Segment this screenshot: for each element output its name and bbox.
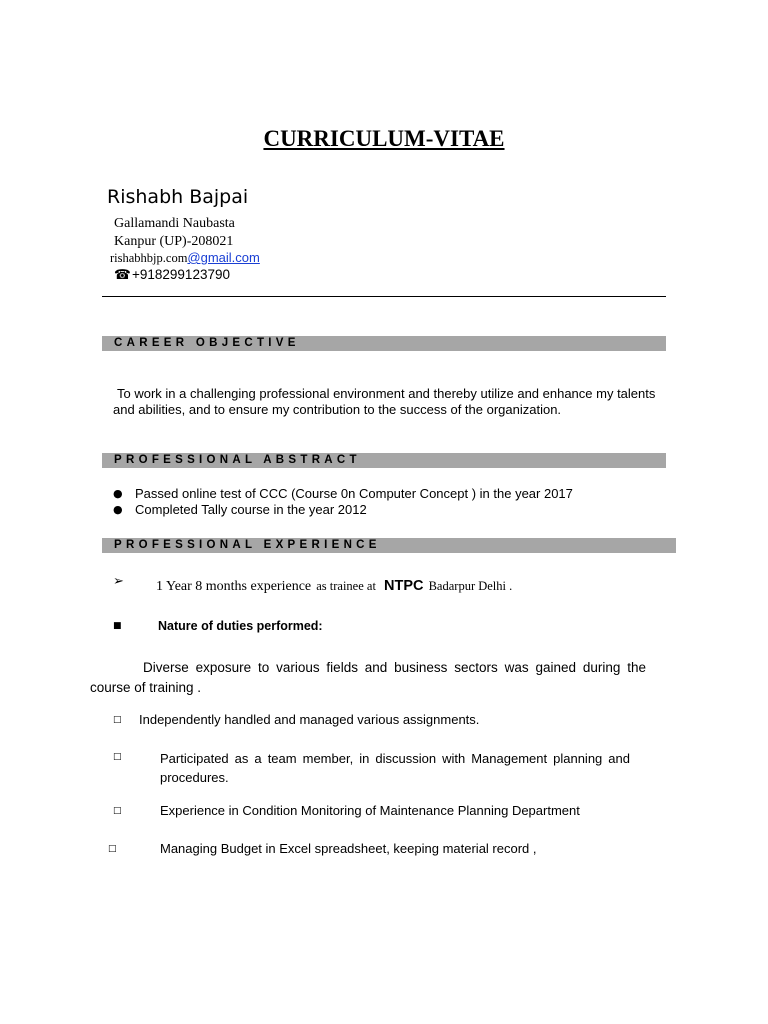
bullet-icon: ● <box>113 487 123 500</box>
duties-heading: Nature of duties performed: <box>158 619 323 633</box>
abstract-item-text: Completed Tally course in the year 2012 <box>135 502 367 517</box>
list-item <box>0 748 768 786</box>
experience-location: Badarpur Delhi . <box>428 579 513 593</box>
list-item <box>0 502 768 518</box>
arrow-bullet-icon: ➢ <box>113 574 124 589</box>
career-objective-heading: CAREER OBJECTIVE <box>102 336 666 351</box>
hollow-square-bullet-icon: □ <box>113 752 122 762</box>
phone-number: +918299123790 <box>132 267 230 282</box>
email <box>110 250 260 266</box>
duties-intro: Diverse exposure to various fields and business sectors was gained during the course of training . <box>90 660 646 695</box>
telephone-icon: ☎ <box>114 267 131 282</box>
list-item <box>0 802 768 820</box>
header-divider <box>102 296 666 297</box>
duty-text: Independently handled and managed various assignments. <box>139 712 480 727</box>
hollow-square-bullet-icon: □ <box>113 806 122 816</box>
list-item <box>0 839 768 857</box>
experience-duration: 1 Year 8 months experience <box>156 579 312 594</box>
professional-abstract-heading: PROFESSIONAL ABSTRACT <box>102 453 666 468</box>
duty-text: Experience in Condition Monitoring of Maintenance Planning Department <box>160 803 580 818</box>
email-local: rishabhbjp.com <box>110 251 188 265</box>
address-line-1: Gallamandi Naubasta <box>114 216 235 231</box>
hollow-square-bullet-icon: □ <box>108 844 117 854</box>
experience-line <box>156 575 512 595</box>
filled-square-bullet-icon: ■ <box>113 621 122 631</box>
list-item <box>0 711 768 729</box>
list-item <box>0 486 768 502</box>
candidate-name: Rishabh Bajpai <box>107 186 249 208</box>
document-title: CURRICULUM-VITAE <box>263 126 505 151</box>
experience-summary <box>0 573 768 595</box>
email-link[interactable]: @gmail.com <box>187 250 260 265</box>
experience-role: as trainee at <box>316 579 376 593</box>
professional-experience-heading: PROFESSIONAL EXPERIENCE <box>102 538 676 553</box>
duty-text: Participated as a team member, in discussion with Management planning and procedures. <box>160 751 630 785</box>
phone <box>114 267 230 283</box>
experience-company: NTPC <box>384 578 424 594</box>
bullet-icon: ● <box>113 503 123 516</box>
hollow-square-bullet-icon: □ <box>113 715 122 725</box>
address-line-2: Kanpur (UP)-208021 <box>114 234 234 249</box>
abstract-item-text: Passed online test of CCC (Course 0n Computer Concept ) in the year 2017 <box>135 486 573 501</box>
career-objective-text: To work in a challenging professional environment and thereby utilize and enhance my talents and abilities, and to ensure my contribution to the success of the organization. <box>113 386 656 417</box>
duty-text: Managing Budget in Excel spreadsheet, keeping material record , <box>160 841 537 856</box>
duties-heading-row <box>0 618 768 636</box>
